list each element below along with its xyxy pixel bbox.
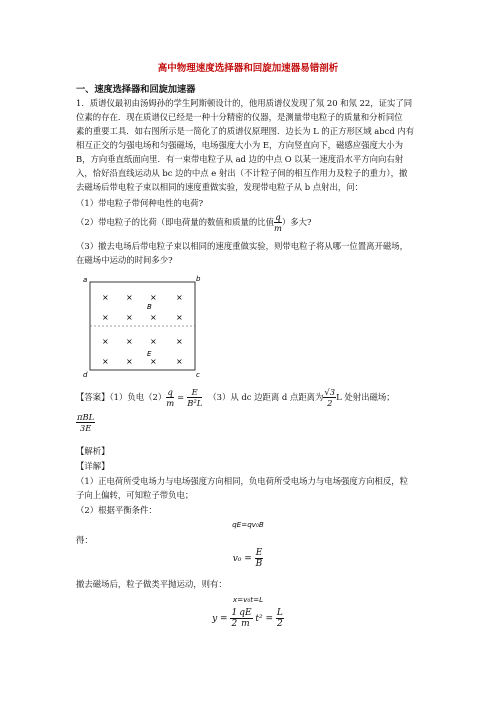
sub-question-2 xyxy=(76,212,422,233)
equation-2-num: E xyxy=(255,548,263,558)
answer-prefix: 【答案】（1）负电（2） xyxy=(76,392,167,402)
xiangjie-label: 【详解】 xyxy=(76,461,110,471)
answer-rhs-num: E xyxy=(187,387,202,398)
answer-part-3: （3）从 dc 边距离 d 点距离为 xyxy=(208,392,324,402)
question-line-7: 去磁场后带电粒子束以相同的速度重做实验，发现带电粒子从 b 点射出，问： xyxy=(76,182,364,192)
field-cross-mark: × xyxy=(150,313,157,322)
corner-c-label: c xyxy=(196,371,200,379)
explanation-1-line-2: 子向上偏转，可知粒子带负电； xyxy=(76,490,194,500)
equation-4-frac-2 xyxy=(238,608,252,629)
field-B-label: B xyxy=(147,303,152,311)
field-cross-mark: × xyxy=(176,337,183,346)
equation-4-n2: qE xyxy=(239,608,252,618)
equation-4-d2: m xyxy=(241,619,250,629)
question-line-5: B，方向垂直纸面向里．有一束带电粒子从 ad 边的中点 O 以某一速度沿水平方向向右射 xyxy=(76,154,404,164)
field-cross-mark: × xyxy=(150,293,157,302)
field-cross-mark: × xyxy=(126,337,133,346)
magnetic-field-crosses xyxy=(102,293,183,366)
page-title: 高中物理速度选择器和回旋加速器易错剖析 xyxy=(157,63,339,74)
equation-4-d1: 2 xyxy=(231,619,238,629)
ratio-q-over-m xyxy=(274,212,282,233)
question-line-6: 入，恰好沿直线运动从 bc 边的中点 e 射出（不计粒子间的相互作用力及粒子的重力），撤 xyxy=(76,168,408,178)
equation-4 xyxy=(0,608,496,630)
answer-equals: = xyxy=(177,392,185,402)
equation-4-lhs: y = xyxy=(212,614,228,624)
ratio-denominator: m xyxy=(273,223,282,233)
answer-part-3-end: L 处射出磁场； xyxy=(336,392,395,402)
answer-rhs-den: B²L xyxy=(187,398,203,408)
field-cross-mark: × xyxy=(150,337,157,346)
equation-2-fraction xyxy=(255,548,264,569)
answer-time-den: 3E xyxy=(79,423,92,433)
de-label: 得： xyxy=(76,535,93,545)
jiexi-label: 【解析】 xyxy=(76,446,110,456)
sub-question-3-line-2: 在磁场中运动的时间多少? xyxy=(76,255,173,265)
equation-1: qE=qv₀B xyxy=(232,520,264,529)
sub-question-1: （1）带电粒子带何种电性的电荷? xyxy=(76,198,204,208)
field-cross-mark: × xyxy=(126,313,133,322)
equation-4-n1: 1 xyxy=(231,608,238,618)
question-line-4: 相互正交的匀强电场和匀强磁场，电场强度大小为 E，方向竖直向下，磁感应强度大小为 xyxy=(76,140,404,150)
equation-2-den: B xyxy=(255,559,263,569)
equation-4-mid: t² = xyxy=(255,614,274,624)
field-cross-mark: × xyxy=(126,293,133,302)
equation-2 xyxy=(0,548,496,570)
section-heading: 一、速度选择器和回旋加速器 xyxy=(76,84,196,95)
answer-sqrt-fraction xyxy=(323,387,336,408)
field-diagram xyxy=(80,272,210,382)
answer-rhs-fraction xyxy=(187,387,202,408)
corner-b-label: b xyxy=(196,275,201,283)
question-line-1: 1．质谱仪最初由汤姆孙的学生阿斯顿设计的，他用质谱仪发现了氖 20 和氖 22，证实了同 xyxy=(76,98,413,108)
answer-sqrt-den: 2 xyxy=(327,398,333,408)
corner-d-label: d xyxy=(83,371,88,379)
field-cross-mark: × xyxy=(150,357,157,366)
field-cross-mark: × xyxy=(102,357,109,366)
sub-question-3-line-1: （3）撤去电场后带电粒子束以相同的速度重做实验，则带电粒子将从哪一位置离开磁场， xyxy=(76,241,408,251)
ratio-numerator: q xyxy=(275,212,281,222)
equation-4-n3: L xyxy=(276,608,283,618)
explanation-2: （2）根据平衡条件： xyxy=(76,505,157,515)
equation-2-lhs: v₀ = xyxy=(232,554,252,564)
field-cross-mark: × xyxy=(102,337,109,346)
explanation-1-line-1: （1）正电荷所受电场力与电场强度方向相同，负电荷所受电场力与电场强度方向相反，粒 xyxy=(76,476,408,486)
equation-3: x=v₀t=L xyxy=(232,595,264,604)
answer-lhs-num: q xyxy=(167,387,173,397)
field-cross-mark: × xyxy=(126,357,133,366)
answer-time-num: πBL xyxy=(77,412,95,422)
equation-4-frac-3 xyxy=(276,608,284,629)
question-line-3: 素的重要工具．如右图所示是一简化了的质谱仪原理图．边长为 L 的正方形区域 abcd 内有 xyxy=(76,126,415,136)
field-E-label: E xyxy=(147,350,152,358)
field-cross-mark: × xyxy=(102,293,109,302)
answer-line xyxy=(76,386,422,408)
answer-lhs-fraction xyxy=(166,387,174,408)
sub-question-2-text: （2）带电粒子的比荷（即电荷量的数值和质量的比值 xyxy=(76,217,274,227)
field-cross-mark: × xyxy=(102,313,109,322)
answer-time-fraction xyxy=(76,412,95,433)
answer-sqrt-num: √3 xyxy=(324,387,336,397)
sub-question-2-end: ）多大? xyxy=(281,217,312,227)
answer-time xyxy=(76,412,422,433)
equation-4-frac-1 xyxy=(230,608,238,629)
corner-a-label: a xyxy=(83,276,88,284)
equation-4-d3: 2 xyxy=(277,619,283,629)
field-cross-mark: × xyxy=(176,293,183,302)
answer-lhs-den: m xyxy=(166,398,175,408)
field-cross-mark: × xyxy=(176,313,183,322)
explanation-3: 撤去磁场后，粒子做类平抛运动，则有： xyxy=(76,579,227,589)
field-cross-mark: × xyxy=(176,357,183,366)
question-line-2: 位素的存在．现在质谱仪已经是一种十分精密的仪器，是测量带电粒子的质量和分析同位 xyxy=(76,112,403,122)
